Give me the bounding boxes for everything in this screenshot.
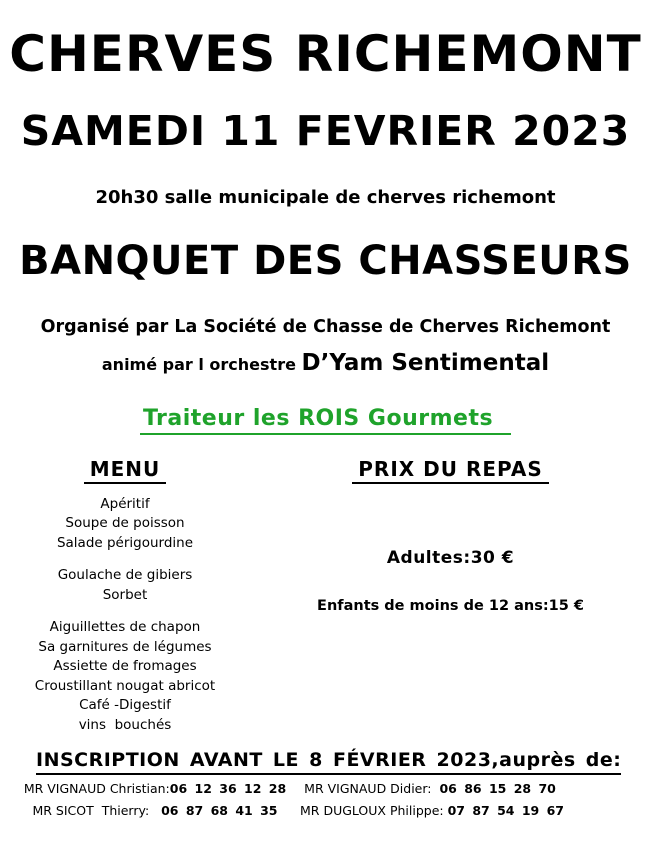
menu-group	[0, 495, 250, 554]
menu-item: vins bouchés	[78, 716, 172, 733]
contact-phone: 06 12 36 12 28	[169, 781, 287, 797]
contacts-grid	[0, 781, 651, 818]
price-heading: PRIX DU REPAS	[352, 457, 548, 484]
menu-price-columns	[0, 457, 651, 736]
menu-group	[0, 618, 250, 735]
orchestra-prefix: animé par l orchestre	[101, 354, 302, 374]
caterer-line: Traiteur les ROIS Gourmets	[140, 406, 511, 435]
contact-line	[10, 781, 300, 796]
event-name: BANQUET DES CHASSEURS	[19, 237, 632, 284]
menu-heading: MENU	[84, 457, 167, 484]
poster-title: CHERVES RICHEMONT	[9, 25, 642, 83]
menu-item: Soupe de poisson	[65, 515, 185, 532]
inscription-row	[0, 749, 651, 771]
contact-line	[300, 803, 564, 819]
menu-item: Café -Digestif	[79, 697, 171, 714]
menu-item: Apéritif	[100, 495, 150, 512]
menu-item: Aiguillettes de chapon	[49, 619, 201, 636]
contact-name: MR SICOT Thierry:	[32, 803, 162, 819]
menu-item: Assiette de fromages	[53, 658, 197, 675]
contact-name: MR DUGLOUX Philippe:	[300, 803, 448, 819]
event-date: SAMEDI 11 FEVRIER 2023	[20, 106, 631, 155]
contact-phone: 07 87 54 19 67	[447, 803, 564, 819]
menu-item: Sorbet	[102, 586, 148, 603]
orchestra-name: D’Yam Sentimental	[301, 349, 550, 376]
menu-item: Croustillant nougat abricot	[34, 677, 216, 694]
menu-heading-row	[0, 457, 250, 484]
price-adults: Adultes:30 €	[386, 547, 515, 568]
contact-phone: 06 86 15 28 70	[439, 781, 556, 797]
price-heading-row	[250, 457, 651, 484]
caterer-row	[0, 406, 651, 435]
menu-item: Goulache de gibiers	[57, 567, 193, 584]
contact-line	[300, 781, 560, 796]
orchestra-line	[0, 350, 651, 376]
menu-item: Sa garnitures de légumes	[38, 638, 212, 655]
contact-line	[10, 803, 300, 818]
organizer-line: Organisé par La Société de Chasse de Cherves Richemont	[40, 316, 611, 337]
menu-group	[0, 566, 250, 605]
venue-line: 20h30 salle municipale de cherves richemont	[95, 186, 556, 208]
menu-section	[0, 457, 250, 736]
price-section	[250, 457, 651, 736]
contact-name: MR VIGNAUD Didier:	[304, 781, 440, 797]
inscription-heading: INSCRIPTION AVANT LE 8 FÉVRIER 2023,auprès de:	[36, 749, 621, 775]
menu-item: Salade périgourdine	[56, 534, 194, 551]
price-children: Enfants de moins de 12 ans:15 €	[317, 597, 584, 614]
menu-list	[0, 495, 250, 736]
contact-name: MR VIGNAUD Christian:	[23, 781, 170, 797]
contact-phone: 06 87 68 41 35	[161, 803, 278, 819]
